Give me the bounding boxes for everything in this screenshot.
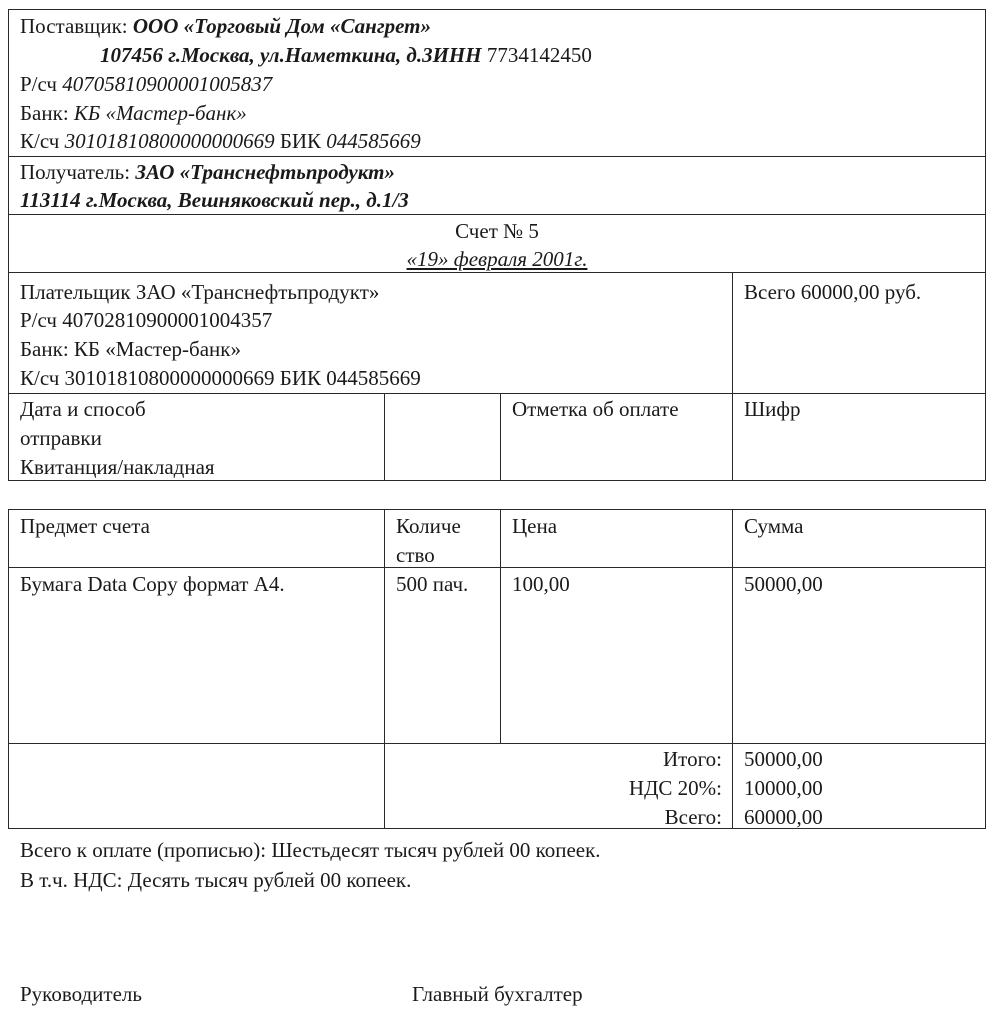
items-col-divider-2 (500, 509, 501, 743)
row-qty: 500 пач. (396, 572, 469, 596)
supplier-line (20, 12, 431, 41)
supplier-corr-label: К/сч (20, 129, 65, 153)
header-price: Цена (512, 514, 558, 538)
total-label: Всего: (664, 805, 722, 829)
divider-supplier (8, 156, 986, 157)
items-totals-divider (8, 743, 986, 744)
recipient-line (20, 158, 395, 187)
row-price: 100,00 (512, 572, 570, 596)
recipient-address: 113114 г.Москва, Вешняковский пер., д.1/3 (20, 188, 409, 212)
vat-label: НДС 20%: (628, 776, 722, 800)
shipping-divider-1 (384, 393, 385, 481)
payer-total: Всего 60000,00 руб. (744, 280, 922, 304)
row-sum: 50000,00 (744, 572, 823, 596)
recipient-label: Получатель: (20, 160, 136, 184)
supplier-bik: 044585669 (326, 129, 421, 153)
payer-line-4: К/сч 30101810800000000669 БИК 044585669 (20, 366, 421, 390)
subtotal-label: Итого: (663, 747, 722, 771)
row-subject: Бумага Data Copy формат А4. (20, 572, 285, 596)
supplier-bik-label: БИК (274, 129, 327, 153)
supplier-account-label: Р/сч (20, 72, 63, 96)
supplier-address-line (100, 41, 592, 70)
supplier-bank-line (20, 99, 247, 128)
shipping-divider-2 (500, 393, 501, 481)
supplier-account: 40705810900001005837 (62, 72, 273, 96)
invoice-date-wrap (8, 245, 986, 274)
payer-line-1: Плательщик ЗАО «Транснефтьпродукт» (20, 280, 380, 304)
payer-line-2: Р/сч 40702810900001004357 (20, 308, 273, 332)
supplier-bank-label: Банк: (20, 101, 74, 125)
items-col-divider-1 (384, 509, 385, 829)
shipping-line-3: Квитанция/накладная (20, 455, 215, 479)
header-subject: Предмет счета (20, 514, 150, 538)
amount-in-words: Всего к оплате (прописью): Шестьдесят тысяч рублей 00 копеек. (20, 838, 601, 862)
payment-mark-label: Отметка об оплате (512, 397, 679, 421)
header-sum: Сумма (744, 514, 804, 538)
recipient-name: ЗАО «Транснефтьпродукт» (135, 160, 395, 184)
items-table (8, 509, 986, 829)
subtotal-value: 50000,00 (744, 747, 823, 771)
divider-payer (8, 393, 986, 394)
payer-total-divider (732, 272, 733, 481)
shipping-line-2: отправки (20, 426, 102, 450)
supplier-label: Поставщик: (20, 14, 133, 38)
header-qty-1: Количе (396, 514, 461, 538)
supplier-inn-label: ИНН (432, 43, 482, 67)
header-qty-2: ство (396, 543, 435, 567)
director-signature-label: Руководитель (20, 982, 142, 1006)
supplier-inn: 7734142450 (481, 43, 592, 67)
invoice-title: Счет № 5 (455, 219, 539, 243)
items-header-divider (8, 567, 986, 568)
supplier-account-line (20, 70, 272, 99)
invoice-date: «19» февраля 2001г. (406, 247, 588, 271)
items-col-divider-3 (732, 509, 733, 829)
supplier-name: ООО «Торговый Дом «Сангрет» (132, 14, 431, 38)
cipher-label: Шифр (744, 397, 801, 421)
vat-value: 10000,00 (744, 776, 823, 800)
total-value: 60000,00 (744, 805, 823, 829)
supplier-corr-line (20, 127, 421, 156)
accountant-signature-label: Главный бухгалтер (412, 982, 583, 1006)
supplier-corr: 30101810800000000669 (64, 129, 275, 153)
vat-in-words: В т.ч. НДС: Десять тысяч рублей 00 копеек. (20, 868, 412, 892)
payer-line-3: Банк: КБ «Мастер-банк» (20, 337, 241, 361)
supplier-bank: КБ «Мастер-банк» (73, 101, 247, 125)
shipping-line-1: Дата и способ (20, 397, 146, 421)
supplier-address: 107456 г.Москва, ул.Наметкина, д.3 (100, 43, 433, 67)
